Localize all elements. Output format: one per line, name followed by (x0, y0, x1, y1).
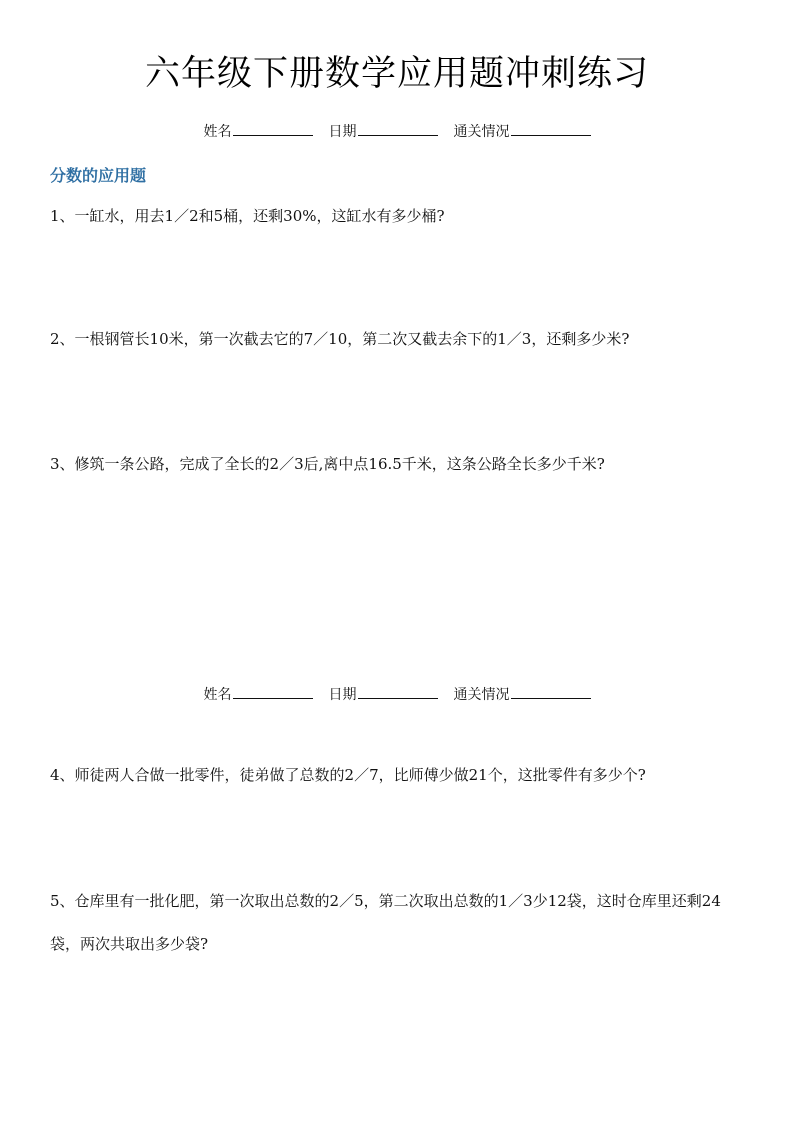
question-3 (50, 443, 750, 486)
question-5 (50, 880, 750, 966)
student-info-line-1 (0, 121, 794, 141)
date-field (329, 684, 438, 704)
name-blank[interactable] (233, 121, 313, 136)
question-number: 1、 (50, 207, 75, 225)
question-2 (50, 318, 750, 361)
question-text: 仓库里有一批化肥，第一次取出总数的2／5，第二次取出总数的1／3少12袋，这时仓库里还剩24袋，两次共取出多少袋? (50, 892, 721, 953)
name-blank[interactable] (233, 684, 313, 699)
page-title: 六年级下册数学应用题冲刺练习 (144, 54, 649, 94)
status-field (454, 121, 591, 141)
name-field (204, 684, 313, 704)
name-field (204, 121, 313, 141)
date-field (329, 121, 438, 141)
name-label: 姓名 (203, 124, 232, 140)
status-field (454, 684, 591, 704)
question-number: 3、 (50, 455, 75, 473)
date-blank[interactable] (358, 684, 438, 699)
name-label: 姓名 (203, 687, 232, 703)
status-blank[interactable] (511, 684, 591, 699)
question-number: 4、 (50, 766, 75, 784)
student-info-line-2 (0, 684, 794, 704)
question-text: 修筑一条公路，完成了全长的2／3后,离中点16.5千米，这条公路全长多少千米? (74, 455, 605, 473)
status-blank[interactable] (511, 121, 591, 136)
status-label: 通关情况 (453, 124, 510, 140)
question-text: 师徒两人合做一批零件，徒弟做了总数的2／7，比师傅少做21个，这批零件有多少个? (74, 766, 646, 784)
question-number: 5、 (50, 892, 75, 910)
date-blank[interactable] (358, 121, 438, 136)
question-number: 2、 (50, 330, 75, 348)
section-heading: 分数的应用题 (50, 166, 147, 185)
date-label: 日期 (328, 687, 357, 703)
question-text: 一缸水，用去1／2和5桶，还剩30%，这缸水有多少桶? (74, 207, 445, 225)
status-label: 通关情况 (453, 687, 510, 703)
question-text: 一根钢管长10米，第一次截去它的7／10，第二次又截去余下的1／3，还剩多少米? (74, 330, 630, 348)
question-1 (50, 195, 750, 238)
date-label: 日期 (328, 124, 357, 140)
question-4 (50, 754, 750, 797)
